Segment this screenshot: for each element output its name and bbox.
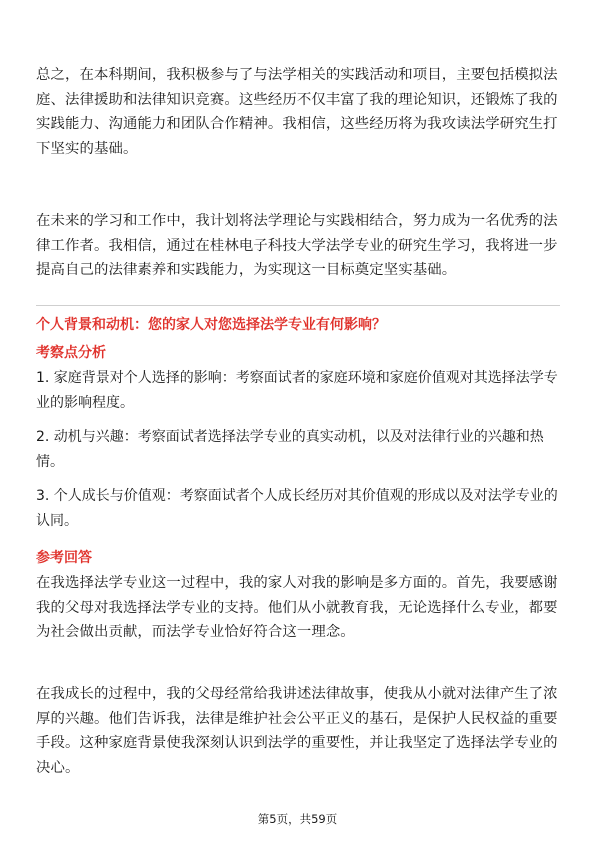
analysis-point: 1. 家庭背景对个人选择的影响：考察面试者的家庭环境和家庭价值观对其选择法学专业的影响程度。 <box>36 370 558 411</box>
answer-paragraph: 在我选择法学专业这一过程中，我的家人对我的影响是多方面的。首先，我要感谢我的父母对我选择法学专业的支持。他们从小就教育我，无论选择什么专业，都要为社会做出贡献，而法学专业恰好符合这一理念。 <box>36 575 558 640</box>
analysis-title: 考察点分析 <box>36 345 106 361</box>
future-plan-paragraph: 在未来的学习和工作中，我计划将法学理论与实践相结合，努力成为一名优秀的法律工作者。我相信，通过在桂林电子科技大学法学专业的研究生学习，我将进一步提高自己的法律素养和实践能力，为实现这一目标奠定坚实基础。 <box>36 213 558 278</box>
answer-title: 参考回答 <box>36 550 92 566</box>
page-number: 第5页，共59页 <box>257 812 338 826</box>
interview-question: 个人背景和动机：您的家人对您选择法学专业有何影响？ <box>36 317 386 333</box>
section-divider <box>36 305 560 306</box>
summary-paragraph: 总之，在本科期间，我积极参与了与法学相关的实践活动和项目，主要包括模拟法庭、法律援助和法律知识竞赛。这些经历不仅丰富了我的理论知识，还锻炼了我的实践能力、沟通能力和团队合作精神。我相信，这些经历将为我攻读法学研究生打下坚实的基础。 <box>36 67 558 157</box>
answer-paragraph: 在我成长的过程中，我的父母经常给我讲述法律故事，使我从小就对法律产生了浓厚的兴趣。他们告诉我，法律是维护社会公平正义的基石，是保护人民权益的重要手段。这种家庭背景使我深刻认识到法学的重要性，并让我坚定了选择法学专业的决心。 <box>36 686 558 776</box>
analysis-point: 2. 动机与兴趣：考察面试者选择法学专业的真实动机，以及对法律行业的兴趣和热情。 <box>36 429 544 470</box>
analysis-point: 3. 个人成长与价值观：考察面试者个人成长经历对其价值观的形成以及对法学专业的认同。 <box>36 488 558 529</box>
